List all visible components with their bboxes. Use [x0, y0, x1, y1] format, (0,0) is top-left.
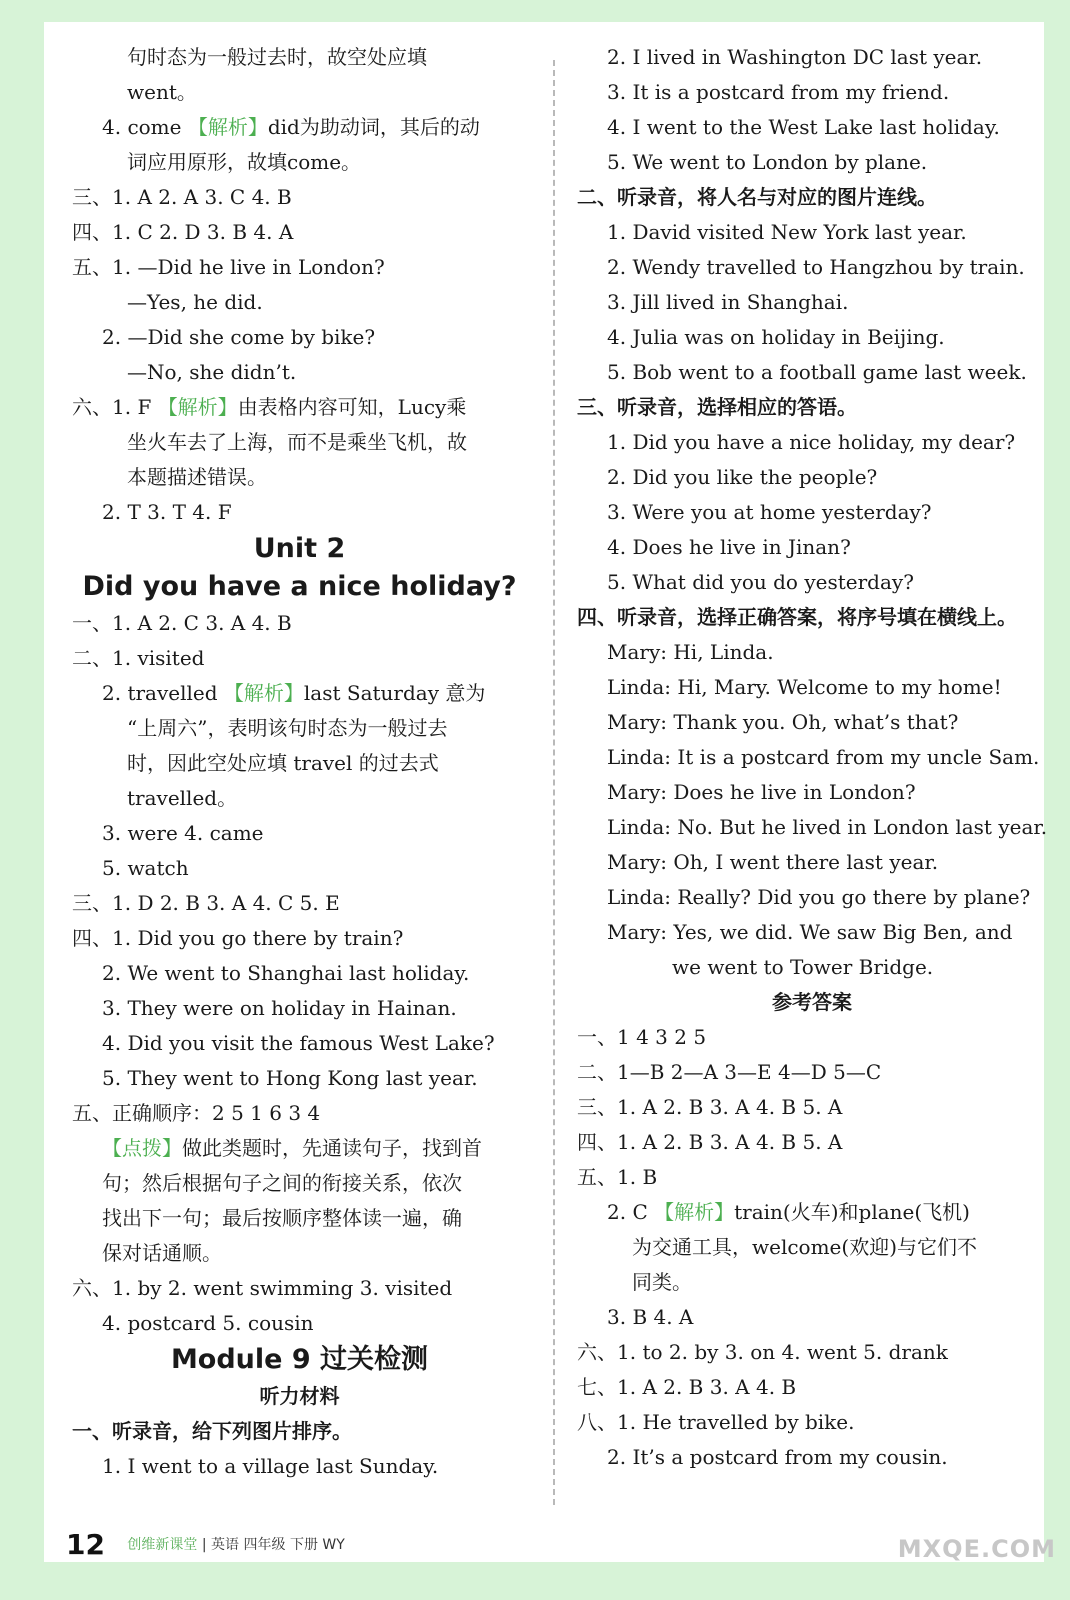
line-text: 做此类题时，先通读句子，找到首 [182, 1136, 482, 1160]
line-text: we went to Tower Bridge. [672, 955, 934, 979]
text-line [72, 746, 527, 781]
module-title: Module 9 过关检测 [170, 1344, 429, 1375]
footer-separator-icon: | [201, 1537, 212, 1553]
line-text: 1. Did you have a nice holiday, my dear? [607, 430, 1016, 454]
line-text: did为助动词，其后的动 [267, 115, 480, 139]
text-line [577, 1265, 1047, 1300]
text-line [577, 250, 1047, 285]
line-text: Mary: Does he live in London? [607, 780, 916, 804]
text-line [577, 880, 1047, 915]
line-text: 三、1. A 2. A 3. C 4. B [72, 185, 292, 209]
text-line [72, 1414, 527, 1449]
text-line [72, 781, 527, 816]
line-text: Mary: Yes, we did. We saw Big Ben, and [607, 920, 1013, 944]
text-line [577, 320, 1047, 355]
text-line [72, 145, 527, 180]
text-line [577, 705, 1047, 740]
unit2-answer-block [72, 606, 527, 1341]
text-line [577, 1440, 1047, 1475]
line-text: 4. Julia was on holiday in Beijing. [607, 325, 945, 349]
explanation-tag: 【点拨】 [102, 1136, 182, 1160]
text-line [577, 600, 1047, 635]
text-line [577, 740, 1047, 775]
text-line [72, 956, 527, 991]
text-line [72, 886, 527, 921]
line-text: 同类。 [632, 1270, 692, 1294]
line-text: 4. Does he live in Jinan? [607, 535, 851, 559]
text-line [72, 425, 527, 460]
unit-title: Unit 2 [253, 533, 346, 564]
unit-subtitle: Did you have a nice holiday? [82, 571, 517, 602]
text-line [72, 110, 527, 145]
text-line [577, 950, 1047, 985]
text-line [72, 390, 527, 425]
text-line [577, 110, 1047, 145]
line-text: 3. It is a postcard from my friend. [607, 80, 950, 104]
line-text: 5. Bob went to a football game last week. [607, 360, 1027, 384]
text-line [72, 250, 527, 285]
text-line [72, 676, 527, 711]
text-line [577, 1405, 1047, 1440]
line-text: 5. watch [102, 856, 189, 880]
text-line [577, 1055, 1047, 1090]
item-number: 4. come [102, 115, 188, 139]
book-info: 英语 四年级 下册 WY [211, 1537, 345, 1553]
text-line [577, 425, 1047, 460]
line-text: 六、1. to 2. by 3. on 4. went 5. drank [577, 1340, 948, 1364]
line-text: 2. It’s a postcard from my cousin. [607, 1445, 948, 1469]
line-text: Mary: Oh, I went there last year. [607, 850, 939, 874]
left-column [72, 40, 527, 1484]
line-text: 2. T 3. T 4. F [102, 500, 232, 524]
text-line [72, 320, 527, 355]
line-text: “上周六”，表明该句时态为一般过去 [127, 716, 448, 740]
text-line [577, 180, 1047, 215]
line-text: 二、1—B 2—A 3—E 4—D 5—C [577, 1060, 882, 1084]
line-text: —No, she didn’t. [127, 360, 297, 384]
line-text: 四、1. C 2. D 3. B 4. A [72, 220, 294, 244]
line-text: Mary: Hi, Linda. [607, 640, 774, 664]
text-line [577, 1370, 1047, 1405]
line-text: 保对话通顺。 [102, 1241, 222, 1265]
text-line [577, 40, 1047, 75]
line-text: Linda: It is a postcard from my uncle Sam. [607, 745, 1040, 769]
page-footer [66, 1525, 345, 1565]
answers-title: 参考答案 [772, 990, 852, 1014]
text-line [577, 775, 1047, 810]
line-text: 2. I lived in Washington DC last year. [607, 45, 983, 69]
watermark: MXQE.COM [897, 1535, 1056, 1563]
line-text: 五、正确顺序：2 5 1 6 3 4 [72, 1101, 321, 1125]
line-text: 1. I went to a village last Sunday. [102, 1454, 439, 1478]
item-number: 六、1. F [72, 395, 158, 419]
line-text: Linda: No. But he lived in London last year. [607, 815, 1047, 839]
text-line [72, 1306, 527, 1341]
line-text: 三、1. D 2. B 3. A 4. C 5. E [72, 891, 340, 915]
line-text: 4. Did you visit the famous West Lake? [102, 1031, 495, 1055]
listening-block [72, 1414, 527, 1484]
line-text: 三、1. A 2. B 3. A 4. B 5. A [577, 1095, 843, 1119]
text-line [72, 285, 527, 320]
line-text: 一、1 4 3 2 5 [577, 1025, 707, 1049]
line-text: 1. David visited New York last year. [607, 220, 967, 244]
text-line [577, 635, 1047, 670]
line-text: 七、1. A 2. B 3. A 4. B [577, 1375, 797, 1399]
text-line [577, 1020, 1047, 1055]
text-line [72, 215, 527, 250]
line-text: 4. postcard 5. cousin [102, 1311, 314, 1335]
line-text: went。 [127, 80, 197, 104]
text-line [577, 495, 1047, 530]
text-line [577, 670, 1047, 705]
line-text: 3. Were you at home yesterday? [607, 500, 932, 524]
text-line [577, 530, 1047, 565]
page-number: 12 [66, 1528, 105, 1561]
line-text: 六、1. by 2. went swimming 3. visited [72, 1276, 453, 1300]
line-text: 四、1. A 2. B 3. A 4. B 5. A [577, 1130, 843, 1154]
brand-name: 创维新课堂 [127, 1537, 198, 1553]
text-line [72, 495, 527, 530]
text-line [72, 75, 527, 110]
text-line [577, 215, 1047, 250]
text-line [72, 1271, 527, 1306]
line-text: 3. were 4. came [102, 821, 264, 845]
text-line [72, 1236, 527, 1271]
line-text: 一、听录音，给下列图片排序。 [72, 1419, 352, 1443]
line-text: 坐火车去了上海，而不是乘坐飞机，故 [127, 430, 467, 454]
explanation-tag: 【解析】 [654, 1200, 735, 1224]
line-text: 2. We went to Shanghai last holiday. [102, 961, 470, 985]
line-text: 词应用原形，故填come。 [127, 150, 362, 174]
line-text: 句；然后根据句子之间的衔接关系，依次 [102, 1171, 462, 1195]
text-line [577, 145, 1047, 180]
text-line [577, 1125, 1047, 1160]
line-text: 一、1. A 2. C 3. A 4. B [72, 611, 292, 635]
text-line [577, 1090, 1047, 1125]
item-number: 2. travelled [102, 681, 224, 705]
line-text: Mary: Thank you. Oh, what’s that? [607, 710, 959, 734]
text-line [72, 711, 527, 746]
text-line [72, 355, 527, 390]
text-line [577, 565, 1047, 600]
text-line [72, 40, 527, 75]
line-text: 由表格内容可知，Lucy乘 [237, 395, 467, 419]
column-divider [553, 60, 555, 1505]
text-line [72, 1131, 527, 1166]
line-text: 找出下一句；最后按顺序整体读一遍，确 [102, 1206, 462, 1230]
text-line [577, 460, 1047, 495]
line-text: 2. Wendy travelled to Hangzhou by train. [607, 255, 1025, 279]
text-line [577, 1300, 1047, 1335]
right-column [577, 40, 1047, 1475]
line-text: 三、听录音，选择相应的答语。 [577, 395, 857, 419]
text-line [577, 75, 1047, 110]
listening-title: 听力材料 [259, 1384, 340, 1408]
text-line [72, 1449, 527, 1484]
left-answer-block [72, 40, 527, 530]
line-text: 八、1. He travelled by bike. [577, 1410, 855, 1434]
line-text: 2. Did you like the people? [607, 465, 878, 489]
listening-script-block [577, 40, 1047, 985]
line-text: Linda: Hi, Mary. Welcome to my home! [607, 675, 1002, 699]
line-text: travelled。 [127, 786, 238, 810]
reference-answers-block [577, 1020, 1047, 1475]
text-line [577, 390, 1047, 425]
line-text: 3. B 4. A [607, 1305, 694, 1329]
explanation-tag: 【解析】 [187, 115, 268, 139]
text-line [577, 1335, 1047, 1370]
text-line [72, 1061, 527, 1096]
text-line [577, 1160, 1047, 1195]
line-text: Linda: Really? Did you go there by plane? [607, 885, 1031, 909]
line-text: 2. —Did she come by bike? [102, 325, 376, 349]
text-line [72, 851, 527, 886]
text-line [72, 1166, 527, 1201]
line-text: 四、1. Did you go there by train? [72, 926, 404, 950]
line-text: 五、1. —Did he live in London? [72, 255, 385, 279]
line-text: 五、1. B [577, 1165, 658, 1189]
text-line [72, 1201, 527, 1236]
line-text: 5. What did you do yesterday? [607, 570, 914, 594]
line-text: 四、听录音，选择正确答案，将序号填在横线上。 [577, 605, 1017, 629]
text-line [72, 180, 527, 215]
line-text: 为交通工具，welcome(欢迎)与它们不 [632, 1235, 977, 1259]
text-line [72, 1026, 527, 1061]
text-line [577, 845, 1047, 880]
line-text: 3. They were on holiday in Hainan. [102, 996, 457, 1020]
line-text: 时，因此空处应填 travel 的过去式 [127, 751, 439, 775]
text-line [72, 991, 527, 1026]
line-text: 3. Jill lived in Shanghai. [607, 290, 849, 314]
line-text: last Saturday 意为 [303, 681, 486, 705]
item-number: 2. C [607, 1200, 655, 1224]
text-line [72, 460, 527, 495]
text-line [72, 921, 527, 956]
text-line [72, 641, 527, 676]
text-line [577, 810, 1047, 845]
explanation-tag: 【解析】 [157, 395, 238, 419]
line-text: 5. They went to Hong Kong last year. [102, 1066, 478, 1090]
explanation-tag: 【解析】 [223, 681, 304, 705]
text-line [577, 285, 1047, 320]
line-text: —Yes, he did. [127, 290, 263, 314]
text-line [577, 1230, 1047, 1265]
line-text: 二、1. visited [72, 646, 205, 670]
line-text: train(火车)和plane(飞机) [734, 1200, 970, 1224]
text-line [577, 355, 1047, 390]
text-line [72, 606, 527, 641]
text-line [72, 816, 527, 851]
line-text: 本题描述错误。 [127, 465, 267, 489]
text-line [72, 1096, 527, 1131]
line-text: 5. We went to London by plane. [607, 150, 928, 174]
line-text: 4. I went to the West Lake last holiday. [607, 115, 1000, 139]
text-line [577, 915, 1047, 950]
line-text: 二、听录音，将人名与对应的图片连线。 [577, 185, 937, 209]
text-line [577, 1195, 1047, 1230]
line-text: 句时态为一般过去时，故空处应填 [127, 45, 427, 69]
